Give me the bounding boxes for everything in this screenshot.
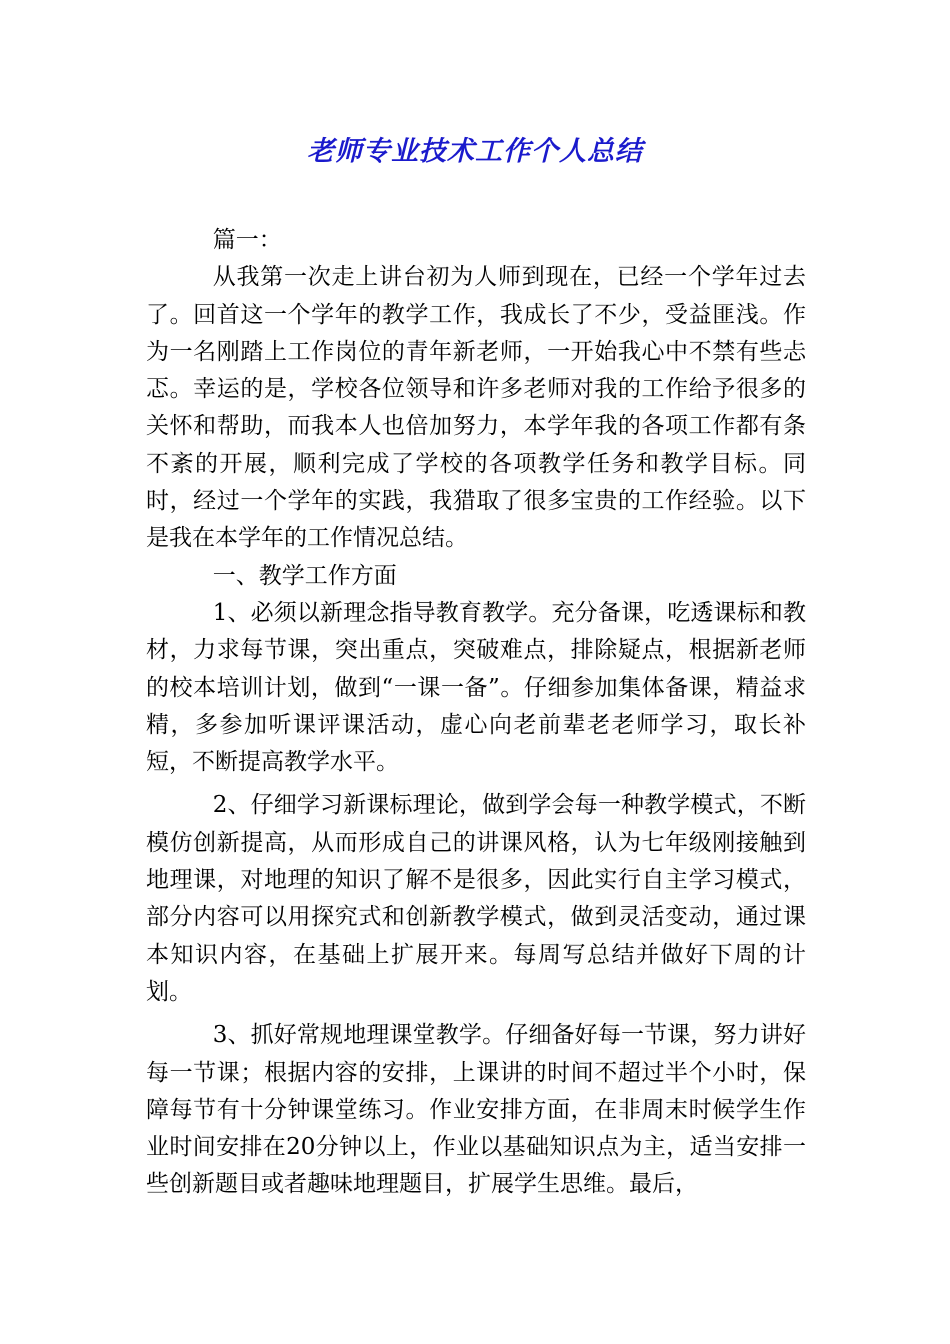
- body-paragraph: 1、必须以新理念指导教育教学。充分备课，吃透课标和教材，力求每节课，突出重点，突破难点，排除疑点，根据新老师的校本培训计划，做到“一课一备”。仔细参加集体备课，精益求精，多参加听课评课活动，虚心向老前辈老老师学习，取长补短，不断提高教学水平。: [146, 599, 806, 776]
- section-label: 篇一：: [212, 227, 282, 253]
- section-heading: 一、教学工作方面: [212, 562, 397, 589]
- body-paragraph: 3、抓好常规地理课堂教学。仔细备好每一节课，努力讲好每一节课；根据内容的安排，上课讲的时间不超过半个小时，保障每节有十分钟课堂练习。作业安排方面，在非周末时候学生作业时间安排在20分钟以上，作业以基础知识点为主，适当安排一些创新题目或者趣味地理题目，扩展学生思维。最后，: [146, 1022, 806, 1198]
- body-paragraph: 2、仔细学习新课标理论，做到学会每一种教学模式，不断模仿创新提高，从而形成自己的讲课风格，认为七年级刚接触到地理课，对地理的知识了解不是很多，因此实行自主学习模式，部分内容可以用探究式和创新教学模式，做到灵活变动，通过课本知识内容，在基础上扩展开来。每周写总结并做好下周的计划。: [146, 792, 806, 1005]
- document-body: [146, 222, 806, 1204]
- intro-paragraph: 从我第一次走上讲台初为人师到现在，已经一个学年过去了。回首这一个学年的教学工作，我成长了不少，受益匪浅。作为一名刚踏上工作岗位的青年新老师，一开始我心中不禁有些忐忑。幸运的是，学校各位领导和许多老师对我的工作给予很多的关怀和帮助，而我本人也倍加努力，本学年我的各项工作都有条不紊的开展，顺利完成了学校的各项教学任务和教学目标。同时，经过一个学年的实践，我猎取了很多宝贵的工作经验。以下是我在本学年的工作情况总结。: [146, 264, 806, 552]
- document-title: 老师专业技术工作个人总结: [307, 136, 643, 167]
